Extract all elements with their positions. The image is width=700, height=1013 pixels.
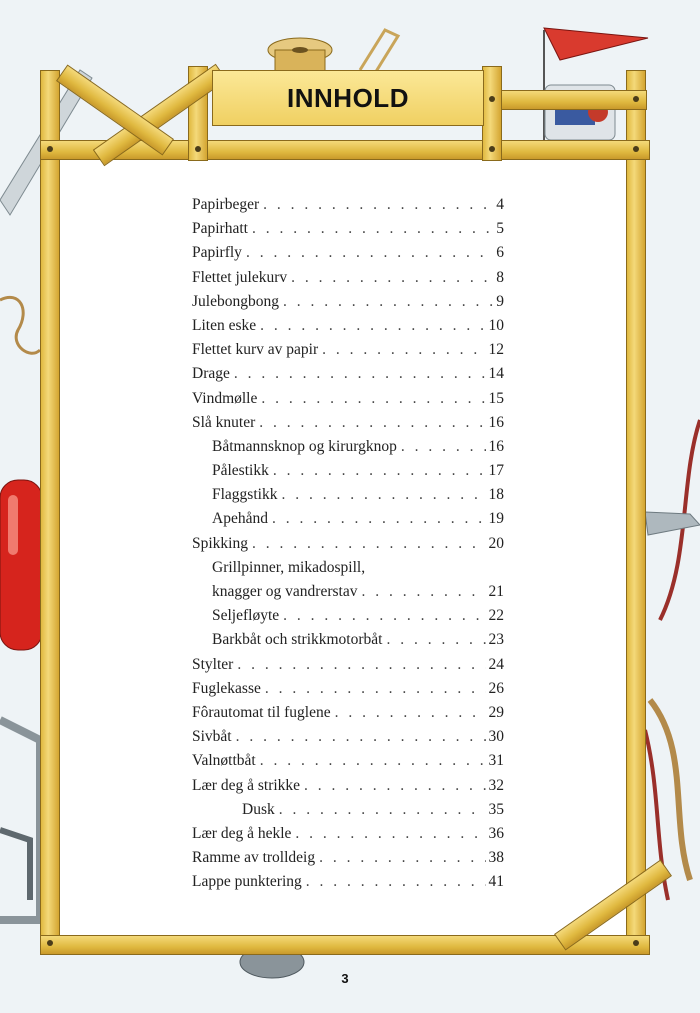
toc-entry-page: 15 [488,389,504,407]
toc-entry[interactable] [192,269,504,293]
toc-leader-dots [291,269,493,287]
toc-entry-page: 41 [488,873,504,891]
toc-leader-dots [252,220,493,238]
toc-leader-dots [279,801,486,819]
toc-entry[interactable] [192,293,504,317]
saw-icon [0,720,40,920]
nail-icon [633,940,639,946]
toc-entry-label: Lær deg å hekle [192,824,292,842]
toc-entry-label: Slå knuter [192,413,256,431]
toc-entry-label: Dusk [242,800,275,818]
toc-subentry[interactable] [192,801,504,825]
toc-leader-dots [259,414,485,432]
toc-subentry[interactable] [192,486,504,510]
toc-entry[interactable] [192,220,504,244]
toc-leader-dots [386,631,485,649]
toc-entry-page: 16 [488,413,504,431]
toc-leader-dots [260,752,486,770]
toc-entry-page: 32 [488,776,504,794]
toc-entry-page: 35 [488,800,504,818]
toc-entry[interactable] [192,196,504,220]
toc-entry-label: Grillpinner, mikadospill, [212,558,366,576]
toc-entry[interactable] [192,390,504,414]
toc-entry-page: 21 [488,583,504,600]
title-board [212,70,484,126]
toc-entry-label: Flettet julekurv [192,268,288,286]
toc-entry-label: Flaggstikk [212,486,278,504]
toc-subentry[interactable] [192,583,504,607]
frame-top-right-plank [482,90,647,110]
toc-entry[interactable] [192,777,504,801]
toc-leader-dots [335,704,486,722]
toc-leader-dots [273,462,486,480]
toc-entry[interactable] [192,825,504,849]
toc-entry[interactable] [192,752,504,776]
toc-entry-label: Lappe punktering [192,873,302,891]
toc-entry-page: 19 [488,510,504,528]
toc-entry[interactable] [192,365,504,389]
toc-subentry[interactable] [192,462,504,486]
toc-entry-page: 31 [488,752,504,770]
toc-entry-label: Stylter [192,655,234,673]
toc-entry-label: Fôrautomat til fuglene [192,703,331,721]
toc-entry-page: 17 [488,462,504,480]
toc-entry-label: Julebongbong [192,292,279,310]
toc-entry-label: Papirbeger [192,196,260,213]
table-of-contents [192,196,504,897]
toc-entry-label: Ramme av trolldeig [192,849,316,867]
toc-entry[interactable] [192,680,504,704]
toc-entry-page: 36 [488,824,504,842]
toc-leader-dots [306,873,486,891]
toc-leader-dots [272,510,486,528]
toc-leader-dots [401,438,486,456]
toc-entry[interactable] [192,341,504,365]
toc-entry-page: 10 [488,316,504,334]
toc-entry[interactable] [192,535,504,559]
toc-leader-dots [281,486,485,504]
toc-entry-label: knagger og vandrerstav [212,583,358,600]
toc-entry-page: 18 [488,486,504,504]
toc-subentry[interactable] [192,510,504,534]
toc-leader-dots [322,341,485,359]
nail-icon [489,146,495,152]
toc-entry[interactable] [192,704,504,728]
toc-entry-label: Barkbåt och strikkmotorbåt [212,631,383,649]
toc-entry-label: Papirhatt [192,220,248,238]
toc-leader-dots [261,390,485,408]
nail-icon [47,940,53,946]
toc-entry[interactable] [192,244,504,268]
toc-entry-page: 14 [488,365,504,383]
toc-subentry[interactable] [192,559,504,583]
toc-entry-page: 5 [496,220,504,238]
toc-entry-label: Lær deg å strikke [192,776,301,794]
toc-entry-page: 26 [488,679,504,697]
toc-entry-label: Liten eske [192,316,257,334]
toc-leader-dots [236,728,486,746]
toc-leader-dots [361,583,485,601]
toc-leader-dots [283,293,493,311]
toc-entry-label: Båtmannsknop og kirurgknop [212,437,397,455]
toc-leader-dots [304,777,485,795]
toc-entry-page: 23 [488,631,504,649]
toc-leader-dots [263,196,493,214]
nail-icon [633,146,639,152]
toc-entry-page: 8 [496,268,504,286]
toc-entry-page: 24 [488,655,504,673]
nail-icon [195,146,201,152]
toc-entry-label: Papirfly [192,244,242,262]
toc-entry-page: 38 [488,849,504,867]
toc-entry-page: 29 [488,703,504,721]
nail-icon [633,96,639,102]
toc-leader-dots [265,680,486,698]
toc-subentry[interactable] [192,631,504,655]
toc-entry[interactable] [192,317,504,341]
toc-entry-label: Flettet kurv av papir [192,341,319,359]
toc-entry-label: Sivbåt [192,728,232,746]
toc-entry-page: 20 [488,534,504,552]
toc-leader-dots [319,849,485,867]
blade-icon [645,512,700,535]
toc-leader-dots [295,825,485,843]
page-number: 3 [341,971,349,986]
toc-entry[interactable] [192,873,504,897]
knife-icon [0,480,42,650]
toc-entry-label: Fuglekasse [192,679,261,697]
toc-leader-dots [260,317,485,335]
toc-entry-label: Apehånd [212,510,268,528]
toc-entry-page: 16 [488,437,504,455]
toc-leader-dots [283,607,485,625]
frame-right-plank [626,70,646,950]
toc-entry-label: Seljefløyte [212,607,280,625]
toc-entry[interactable] [192,656,504,680]
toc-entry-page: 12 [488,341,504,359]
frame-left-plank [40,70,60,950]
toc-entry-label: Pålestikk [212,462,269,480]
rope-icon [0,297,40,353]
toc-entry-label: Vindmølle [192,389,258,407]
toc-leader-dots [246,244,493,262]
toc-subentry[interactable] [192,607,504,631]
toc-entry-label: Valnøttbåt [192,752,256,770]
toc-leader-dots [252,535,486,553]
toc-entry-page: 6 [496,244,504,262]
page-title: INNHOLD [287,82,409,113]
nail-icon [489,96,495,102]
toc-entry-page: 30 [488,728,504,746]
toc-entry-page: 22 [488,607,504,625]
toc-entry-page: 4 [496,196,504,213]
toc-subentry[interactable] [192,438,504,462]
toc-entry-page: 9 [496,292,504,310]
toc-entry[interactable] [192,728,504,752]
rope-right-icon [645,420,700,900]
spool-icon [268,38,332,72]
nail-icon [47,146,53,152]
toc-entry[interactable] [192,414,504,438]
toc-entry[interactable] [192,849,504,873]
toc-entry-label: Drage [192,365,230,383]
toc-leader-dots [234,365,486,383]
toc-leader-dots [237,656,485,674]
toc-entry-label: Spikking [192,534,248,552]
